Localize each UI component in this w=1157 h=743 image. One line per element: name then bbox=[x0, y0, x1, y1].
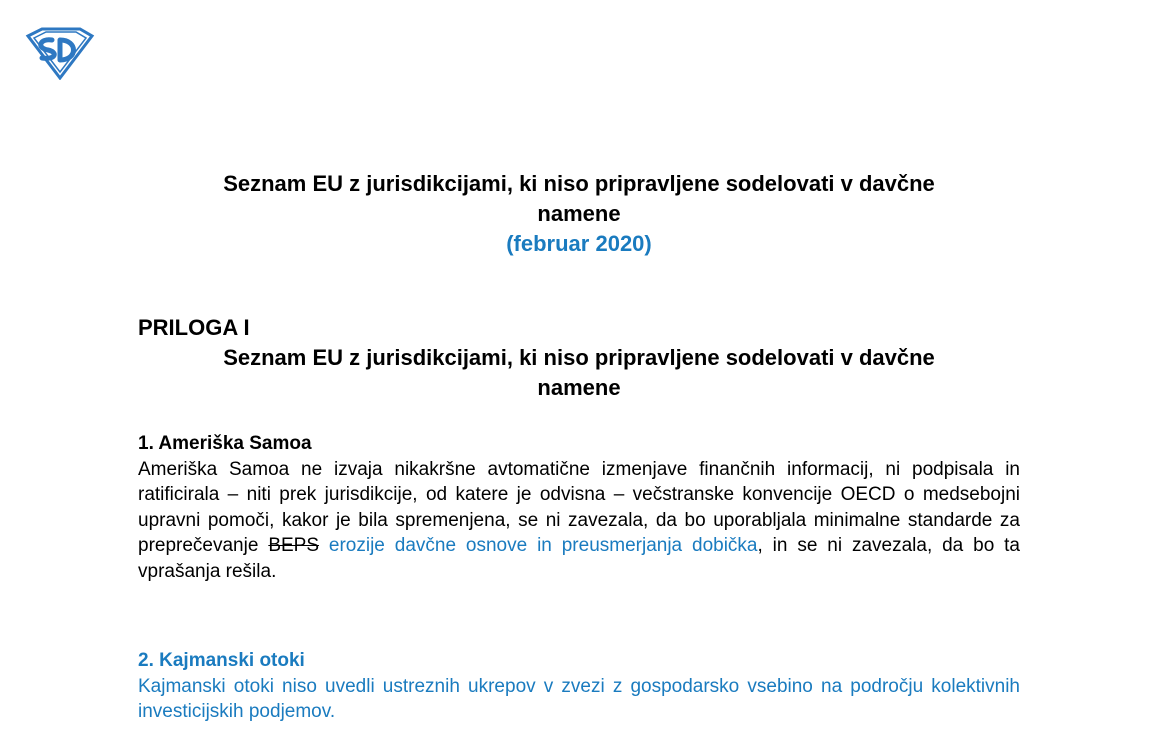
title-line-2: namene bbox=[537, 201, 621, 226]
annex-header bbox=[138, 313, 1020, 403]
inserted-text: erozije davčne osnove in preusmerjanja dobička bbox=[328, 535, 758, 556]
annex-title-line-1: Seznam EU z jurisdikcijami, ki niso pripravljene sodelovati v davčne bbox=[223, 345, 935, 370]
title-line-1: Seznam EU z jurisdikcijami, ki niso pripravljene sodelovati v davčne bbox=[223, 171, 935, 196]
document-title bbox=[138, 169, 1020, 259]
annex-title-line-2: namene bbox=[537, 375, 621, 400]
section-paragraph: Kajmanski otoki niso uvedli ustreznih ukrepov v zvezi z gospodarsko vsebino na področju kolektivnih investicijskih podjemov. bbox=[138, 675, 1020, 722]
sd-logo-icon bbox=[22, 26, 96, 80]
paragraph-text-end: , in se ni zavezala, da bo ta vprašanja rešila. bbox=[138, 535, 1020, 582]
paragraph-text: Ameriška Samoa ne izvaja nikakršne avtomatične izmenjave finančnih informacij, ni podpisala in ratificirala – niti prek jurisdikcije, od katere je odvisna – večstranske konvencije OECD o medsebojni upravni pomoči, kakor je bila spremenjena, se ni zavezala, da bo uporabljala minimalne standarde za preprečevanje bbox=[138, 458, 1020, 556]
section-heading: 1. Ameriška Samoa bbox=[138, 433, 312, 454]
section-american-samoa bbox=[138, 431, 1020, 584]
struck-text: BEPS bbox=[268, 535, 320, 556]
title-date: (februar 2020) bbox=[506, 231, 652, 256]
section-paragraph bbox=[138, 457, 1020, 585]
section-heading: 2. Kajmanski otoki bbox=[138, 650, 305, 671]
section-cayman-islands bbox=[138, 648, 1020, 725]
annex-label: PRILOGA I bbox=[138, 315, 250, 340]
